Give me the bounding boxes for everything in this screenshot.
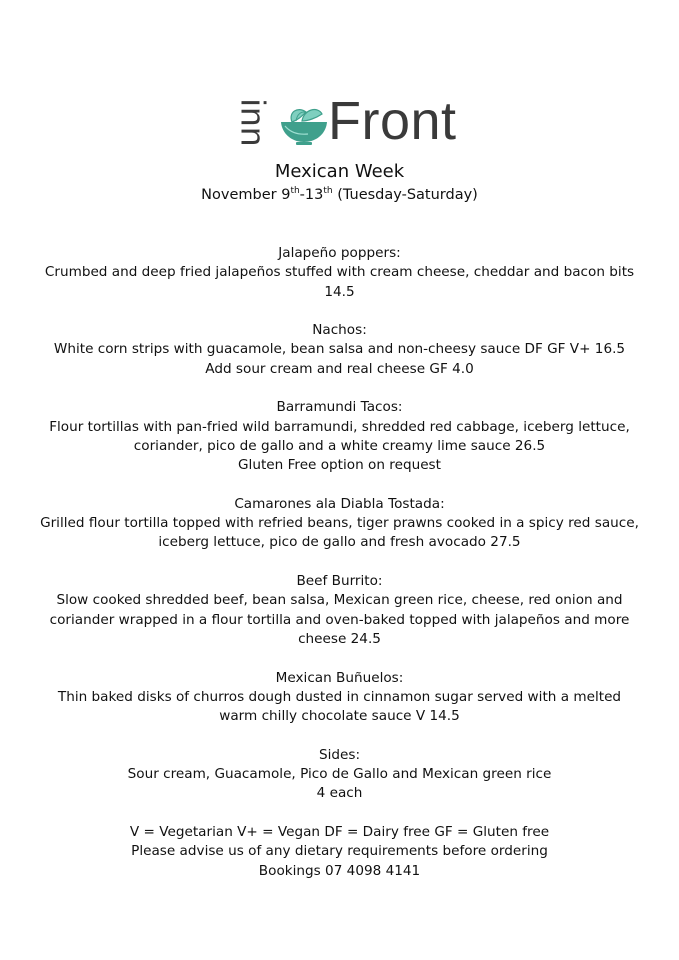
menu-footer	[20, 823, 659, 881]
menu-item-description: Flour tortillas with pan-fried wild barramundi, shredded red cabbage, iceberg lettuce,	[49, 418, 630, 435]
menu-item	[20, 669, 659, 727]
salad-bowl-icon	[278, 102, 330, 146]
menu-item-note: Gluten Free option on request	[238, 457, 441, 474]
menu-item-description: Slow cooked shredded beef, bean salsa, Mexican green rice, cheese, red onion and	[56, 592, 623, 609]
menu-item	[20, 746, 659, 804]
logo-inn	[234, 94, 270, 152]
event-dates: November 9th-13th (Tuesday-Saturday)	[201, 186, 478, 203]
menu-item	[20, 572, 659, 649]
menu-item-description: Thin baked disks of churros dough dusted in cinnamon sugar served with a melted	[57, 688, 622, 705]
menu-item-description: coriander wrapped in a flour tortilla and oven-baked topped with jalapeños and more	[49, 611, 630, 628]
bookings-phone: Bookings 07 4098 4141	[258, 862, 421, 879]
dietary-legend: V = Vegetarian V+ = Vegan DF = Dairy free GF = Gluten free	[129, 823, 550, 840]
logo-front-text: Front	[328, 91, 457, 151]
menu-item-price: 4 each	[316, 785, 363, 802]
menu-item-description: cheese 24.5	[298, 630, 381, 647]
menu-item-description: Crumbed and deep fried jalapeños stuffed with cream cheese, cheddar and bacon bits	[44, 264, 635, 281]
menu-item	[20, 398, 659, 475]
dietary-advice: Please advise us of any dietary requirements before ordering	[131, 843, 548, 860]
menu-item-name: Barramundi Tacos:	[276, 399, 403, 416]
menu-item-name: Nachos:	[312, 322, 367, 339]
logo-inn-text: inn	[233, 98, 272, 148]
menu-item-name: Camarones ala Diabla Tostada:	[234, 495, 445, 512]
menu-item-description: Grilled flour tortilla topped with refried beans, tiger prawns cooked in a spicy red sauce,	[40, 515, 639, 532]
menu-item-name: Beef Burrito:	[296, 573, 383, 590]
menu-item	[20, 244, 659, 302]
menu-item-name: Sides:	[318, 746, 361, 763]
page-title: Mexican Week	[274, 161, 405, 182]
menu-item-description: Sour cream, Guacamole, Pico de Gallo and Mexican green rice	[127, 766, 552, 783]
menu-item-price: 14.5	[324, 283, 355, 300]
menu-item-name: Jalapeño poppers:	[278, 245, 401, 261]
menu-item-addon: Add sour cream and real cheese GF 4.0	[205, 360, 474, 377]
menu-item	[20, 495, 659, 553]
menu-item-name: Mexican Buñuelos:	[275, 669, 404, 686]
menu-list	[20, 244, 659, 881]
menu-item-description: coriander, pico de gallo and a white creamy lime sauce 26.5	[133, 437, 546, 454]
menu-item	[20, 321, 659, 379]
logo	[230, 88, 457, 158]
menu-item-description: warm chilly chocolate sauce V 14.5	[219, 708, 460, 725]
menu-item-description: iceberg lettuce, pico de gallo and fresh avocado 27.5	[158, 534, 521, 551]
menu-item-description: White corn strips with guacamole, bean salsa and non-cheesy sauce DF GF V+ 16.5	[53, 341, 626, 358]
